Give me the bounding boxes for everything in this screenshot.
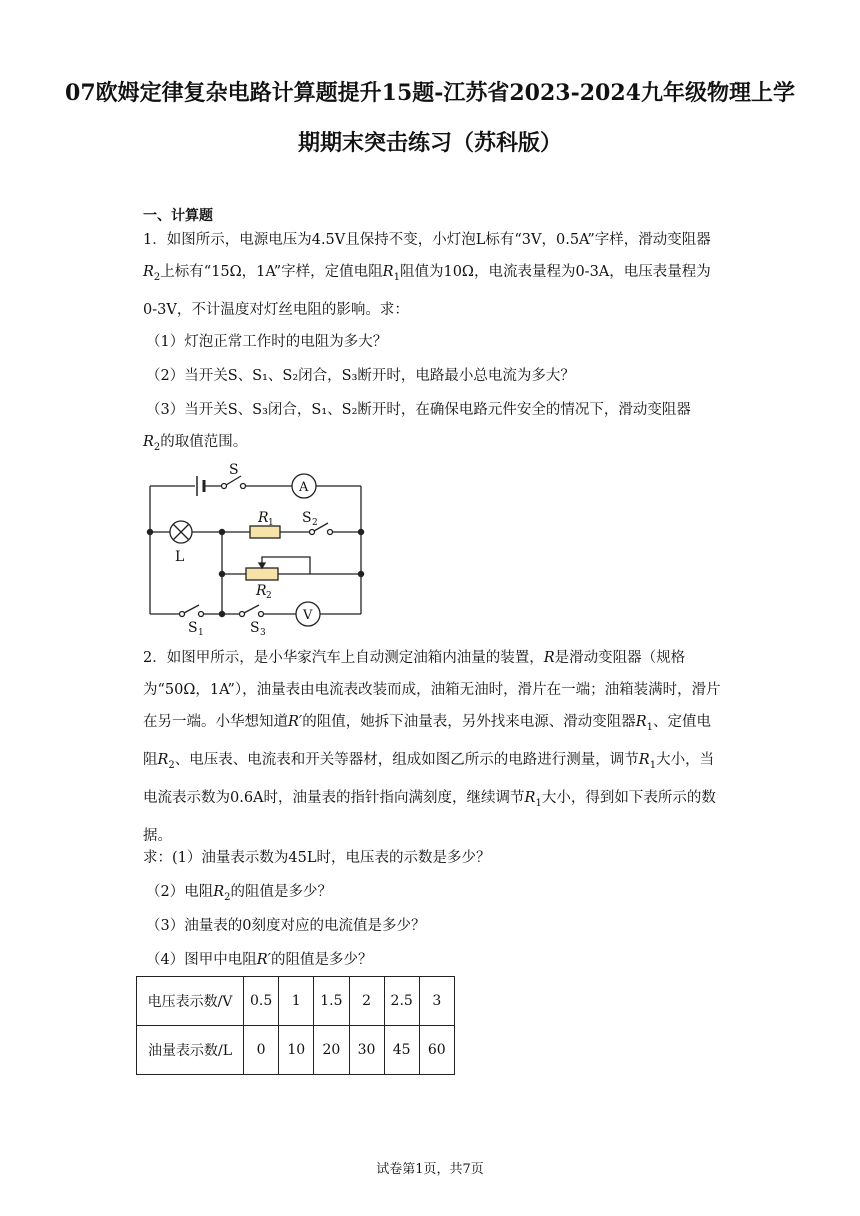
label-s2-sub: 2	[312, 518, 318, 528]
junction-dot	[219, 529, 224, 534]
junction-dot	[358, 571, 363, 576]
table-cell: 45	[384, 1026, 419, 1075]
switch-s2-contact	[310, 530, 315, 535]
switch-s-contact	[241, 484, 246, 489]
question-2-ask-2: （2）电阻$R_2$的阻值是多少？	[146, 884, 333, 903]
slider-arrow	[259, 563, 265, 568]
question-2-text: 2．如图甲所示，是小华家汽车上自动测定油箱内油量的装置，R是滑动变阻器（规格为“50Ω，1A”），油量表由电流表改装而成，油箱无油时，滑片在一端；油箱装满时，滑片在另一端。小华想知道R′的阻值，她拆下油量表，另外找来电源、滑动变阻器$R_1$、定值电阻$R_2$、电压表、电流表和开关等器材，组成如图乙所示的电路进行测量，调节$R_1$大小，当电流表示数为0.6A时，油量表的指针指向满刻度，继续调节$R_1$大小，得到如下表所示的数据。	[143, 650, 721, 844]
label-voltmeter: V	[303, 608, 313, 623]
switch-s3-blade	[244, 605, 259, 613]
junction-dot	[219, 611, 224, 616]
table-cell: 60	[419, 1026, 454, 1075]
label-r1: R	[258, 510, 269, 526]
circuit-diagram	[140, 462, 380, 638]
table-cell: 30	[349, 1026, 384, 1075]
table-row	[137, 977, 455, 1026]
table-cell: 20	[314, 1026, 349, 1075]
label-s3-sub: 3	[260, 628, 266, 638]
switch-s3-contact	[259, 612, 264, 617]
table-cell: 1	[279, 977, 314, 1026]
question-1-part-2: （2）当开关S、S₁、S₂闭合，S₃断开时，电路最小总电流为多大？	[146, 368, 575, 384]
switch-s2-contact	[328, 530, 333, 535]
section-heading: 一、计算题	[143, 208, 213, 224]
table-row-header: 油量表示数/L	[137, 1026, 244, 1075]
table-cell: 10	[279, 1026, 314, 1075]
question-1-part-3-cont: $R_2$的取值范围。	[143, 434, 248, 453]
label-s1-sub: 1	[198, 628, 204, 638]
table-cell: 2.5	[384, 977, 419, 1026]
page-title: 07欧姆定律复杂电路计算题提升15题-江苏省2023-2024九年级物理上学期期末突击练习（苏科版）	[65, 80, 795, 156]
junction-dot	[147, 529, 152, 534]
question-1-part-1: （1）灯泡正常工作时的电阻为多大？	[146, 334, 388, 350]
label-s: S	[229, 462, 239, 478]
resistor-r1	[250, 526, 280, 538]
question-1-part-3: （3）当开关S、S₃闭合，S₁、S₂断开时，在确保电路元件安全的情况下，滑动变阻器	[146, 402, 691, 418]
question-2-ask-4: （4）图甲中电阻R′的阻值是多少？	[146, 952, 373, 968]
table-cell: 2	[349, 977, 384, 1026]
switch-s3-contact	[240, 612, 245, 617]
switch-s1-blade	[184, 605, 199, 613]
data-table	[136, 976, 455, 1075]
switch-s1-contact	[199, 612, 204, 617]
table-cell: 0	[244, 1026, 279, 1075]
switch-s-contact	[222, 484, 227, 489]
page-footer: 试卷第1页，共7页	[376, 1162, 484, 1177]
label-lamp: L	[175, 549, 185, 565]
label-s1: S	[188, 620, 198, 636]
switch-s1-contact	[180, 612, 185, 617]
question-1-text: 1．如图所示，电源电压为4.5V且保持不变，小灯泡L标有“3V，0.5A”字样，滑动变阻器$R_2$上标有“15Ω，1A”字样，定值电阻$R_1$阻值为10Ω，电流表量程为0-3A，电压表量程为0-3V，不计温度对灯丝电阻的影响。求：	[143, 232, 711, 318]
label-r2: R	[256, 583, 267, 599]
question-2-ask-3: （3）油量表的0刻度对应的电流值是多少？	[146, 918, 426, 934]
junction-dot	[219, 571, 224, 576]
table-row	[137, 1026, 455, 1075]
table-cell: 1.5	[314, 977, 349, 1026]
label-r1-sub: 1	[268, 518, 274, 528]
resistor-r2	[246, 568, 278, 580]
table-cell: 0.5	[244, 977, 279, 1026]
junction-dot	[358, 529, 363, 534]
question-2-ask-1: 求：(1）油量表示数为45L时，电压表的示数是多少？	[143, 850, 491, 866]
label-s2: S	[302, 510, 312, 526]
label-s3: S	[250, 620, 260, 636]
label-ammeter: A	[299, 480, 309, 495]
table-row-header: 电压表示数/V	[137, 977, 244, 1026]
table-cell: 3	[419, 977, 454, 1026]
label-r2-sub: 2	[266, 591, 272, 601]
